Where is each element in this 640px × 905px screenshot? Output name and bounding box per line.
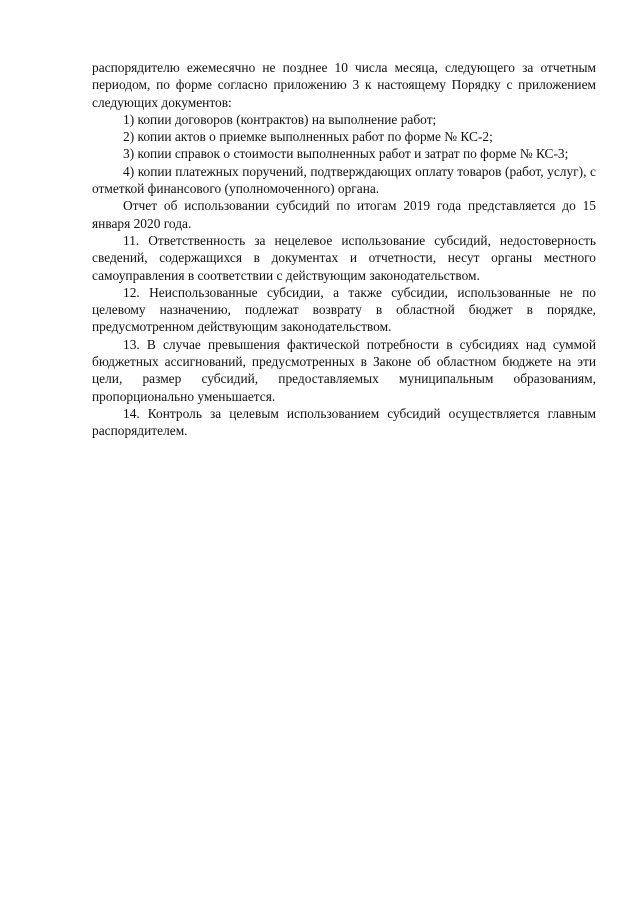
paragraph-11-responsibility: 11. Ответственность за нецелевое использование субсидий, недостоверность сведений, содержащихся в документах и отчетности, несут органы местного самоуправления в соответствии с действующим законодательством.	[92, 232, 596, 283]
paragraph-report-deadline: Отчет об использовании субсидий по итогам 2019 года представляется до 15 января 2020 года.	[92, 198, 596, 231]
list-item-contracts: 1) копии договоров (контрактов) на выполнение работ;	[123, 111, 437, 127]
paragraph-14-control: 14. Контроль за целевым использованием субсидий осуществляется главным распорядителем.	[92, 405, 596, 439]
list-item-ks2-acts: 2) копии актов о приемке выполненных работ по форме № КС-2;	[123, 129, 493, 145]
paragraph-13-excess-demand: 13. В случае превышения фактической потребности в субсидиях над суммой бюджетных ассигнований, предусмотренных в Законе об областном бюджете на эти цели, размер субсидий, предоставляемых муниципальным образованиям, пропорционально уменьшается.	[92, 336, 596, 404]
paragraph-submission-continued: распорядителю ежемесячно не позднее 10 числа месяца, следующего за отчетным периодом, по форме согласно приложению 3 к настоящему Порядку с приложением следующих документов:	[92, 60, 596, 110]
paragraph-12-unused-subsidies: 12. Неиспользованные субсидии, а также субсидии, использованные не по целевому назначению, подлежат возврату в областной бюджет в порядке, предусмотренном действующим законодательством.	[92, 284, 596, 335]
list-item-ks3-certificates: 3) копии справок о стоимости выполненных работ и затрат по форме № КС-3;	[123, 146, 569, 162]
list-item-payment-orders: 4) копии платежных поручений, подтверждающих оплату товаров (работ, услуг), с отметкой финансового (уполномоченного) органа.	[92, 163, 596, 197]
document-page	[92, 59, 596, 440]
